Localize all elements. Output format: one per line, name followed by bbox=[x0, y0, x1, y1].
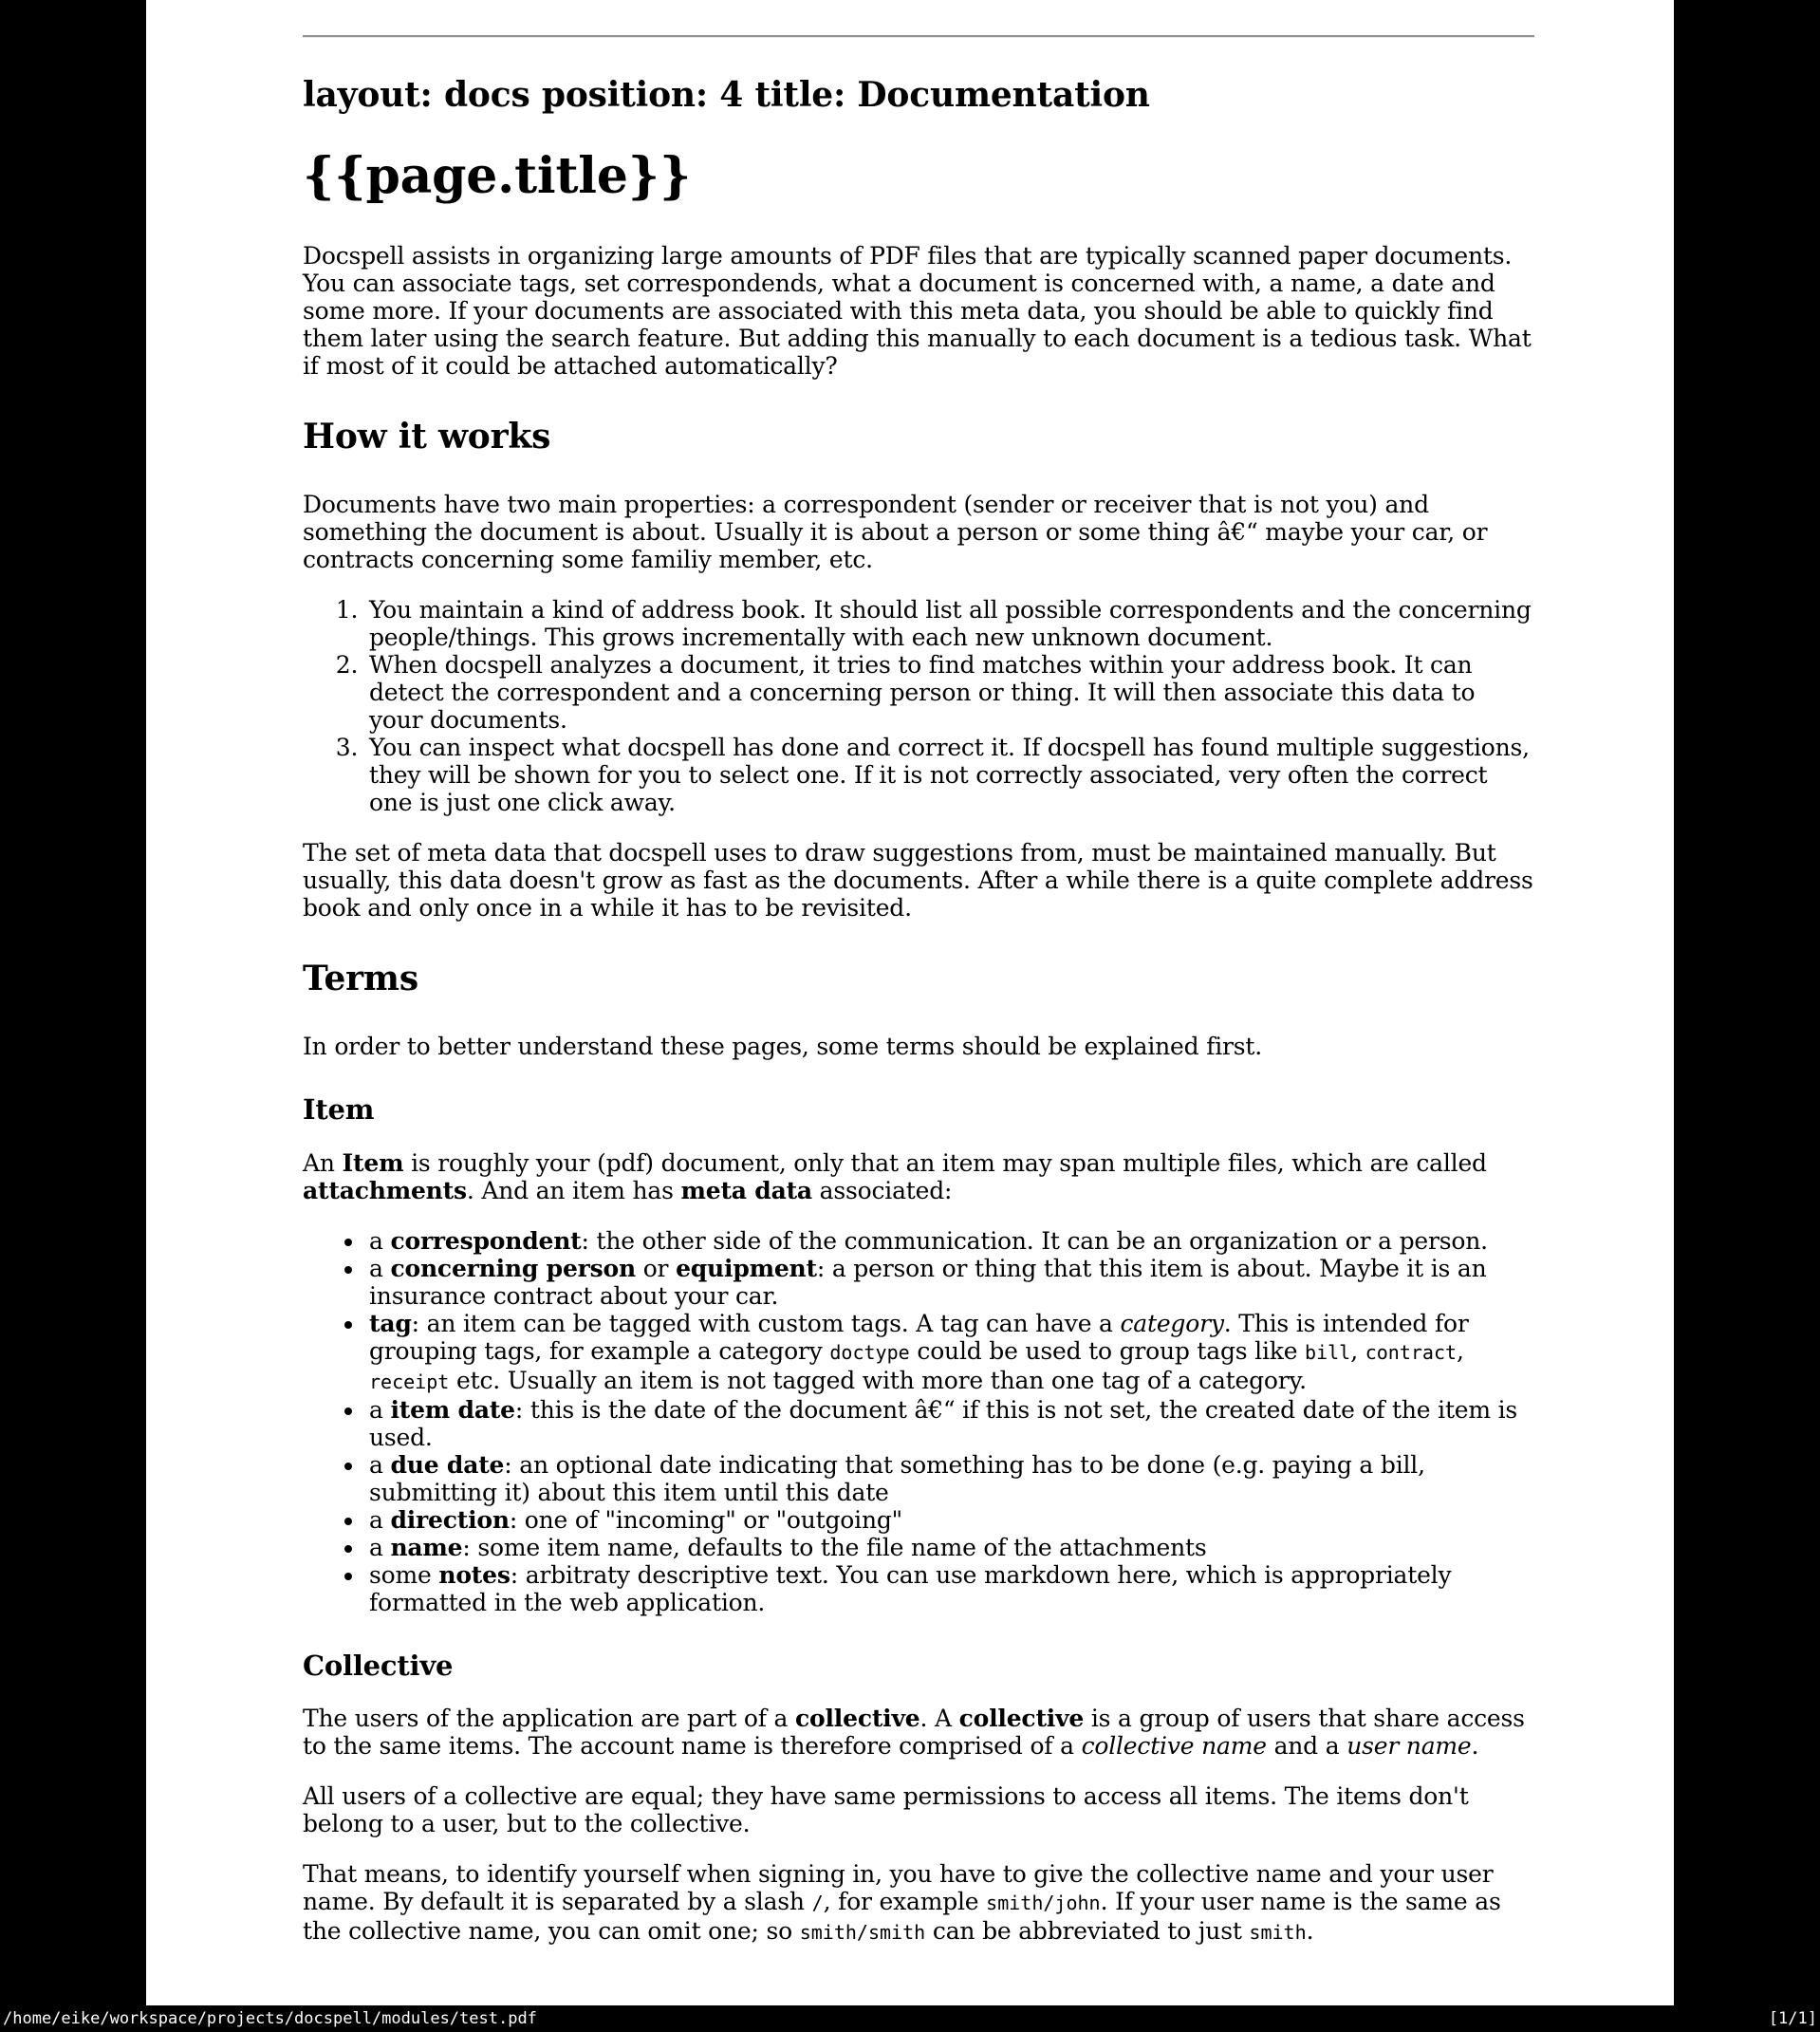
italic-text: category bbox=[1120, 1309, 1224, 1337]
text-run: . A bbox=[919, 1705, 959, 1733]
text-run: : one of "incoming" or "outgoing" bbox=[509, 1505, 902, 1534]
heading-h3 bbox=[303, 1650, 1534, 1682]
paragraph bbox=[303, 1149, 1534, 1204]
text-run: Collective bbox=[303, 1649, 454, 1682]
inline-code: smith/john bbox=[986, 1892, 1101, 1915]
text-run: Documents have two main properties: a correspondent (sender or receiver that is not you) and something the document is about. Usually it is about a person or some thing â€“ maybe your car, or contracts concerning some familiy member, etc. bbox=[303, 490, 1488, 573]
text-run: You can inspect what docspell has done and correct it. If docspell has found multiple suggestions, they will be shown for you to select one. If it is not correctly associated, very often the correct one is just one click away. bbox=[369, 733, 1530, 816]
list-item bbox=[365, 1396, 1534, 1451]
bold-text: item date bbox=[390, 1395, 515, 1424]
statusbar bbox=[0, 2005, 1820, 2032]
bold-text: name bbox=[390, 1533, 463, 1561]
text-run: is roughly your (pdf) document, only that an item may span multiple files, which are called bbox=[403, 1148, 1487, 1177]
list-item bbox=[365, 1255, 1534, 1310]
bold-text: correspondent bbox=[390, 1226, 582, 1255]
inline-code: contract bbox=[1365, 1340, 1458, 1364]
text-run: can be abbreviated to just bbox=[925, 1917, 1250, 1946]
paragraph bbox=[303, 1860, 1534, 1947]
paragraph bbox=[303, 1782, 1534, 1837]
text-run: An bbox=[303, 1148, 343, 1177]
bold-text: collective bbox=[958, 1705, 1085, 1733]
text-run: associated: bbox=[811, 1176, 953, 1204]
text-run: . And an item has bbox=[466, 1176, 681, 1204]
bold-text: concerning person bbox=[390, 1254, 636, 1282]
text-run: a bbox=[369, 1450, 391, 1479]
text-run: could be used to group tags like bbox=[909, 1336, 1306, 1365]
text-run: : this is the date of the document â€“ if this is not set, the created date of the item is used. bbox=[369, 1395, 1518, 1451]
paragraph bbox=[303, 1705, 1534, 1760]
text-run: : arbitraty descriptive text. You can use markdown here, which is appropriately formatted in the web application. bbox=[369, 1560, 1452, 1616]
text-run: : a person or thing that this item is about. Maybe it is an insurance contract about your car. bbox=[369, 1254, 1487, 1310]
text-run: How it works bbox=[303, 416, 551, 457]
list-item bbox=[365, 1506, 1534, 1534]
bold-text: equipment bbox=[676, 1254, 817, 1282]
italic-text: user name bbox=[1346, 1732, 1472, 1761]
text-run: . bbox=[1306, 1917, 1314, 1946]
text-run: Item bbox=[303, 1093, 375, 1127]
text-run: {{page.title}} bbox=[303, 147, 692, 206]
italic-text: collective name bbox=[1081, 1732, 1267, 1761]
bold-text: meta data bbox=[680, 1176, 812, 1204]
pdf-page[interactable] bbox=[146, 0, 1674, 2005]
text-run: a bbox=[369, 1505, 391, 1534]
text-run: : the other side of the communication. It can be an organization or a person. bbox=[581, 1226, 1488, 1255]
heading-h3 bbox=[303, 1094, 1534, 1126]
text-run: a bbox=[369, 1395, 391, 1424]
inline-code: bill bbox=[1305, 1340, 1351, 1364]
inline-code: smith/smith bbox=[799, 1921, 926, 1945]
text-run: some bbox=[369, 1560, 439, 1589]
text-run: a bbox=[369, 1533, 391, 1561]
text-run: That means, to identify yourself when signing in, you have to give the collective name and your user name. By default it is separated by a slash bbox=[303, 1860, 1494, 1916]
heading-h2 bbox=[303, 418, 1534, 457]
text-run: The set of meta data that docspell uses to draw suggestions from, must be maintained manually. But usually, this data doesn't grow as fast as the documents. After a while there is a quite complete address book and only once in a while it has to be revisited. bbox=[303, 838, 1533, 922]
text-run: a bbox=[369, 1254, 391, 1282]
text-run: : an optional date indicating that something has to be done (e.g. paying a bill, submitting it) about this item until this date bbox=[369, 1450, 1425, 1506]
text-run: a bbox=[369, 1226, 391, 1255]
statusbar-file-path: /home/eike/workspace/projects/docspell/modules/test.pdf bbox=[3, 2009, 537, 2028]
text-run: or bbox=[635, 1254, 677, 1282]
numbered-list bbox=[303, 596, 1534, 816]
horizontal-rule bbox=[303, 35, 1534, 38]
bold-text: attachments bbox=[303, 1176, 467, 1204]
text-run: etc. Usually an item is not tagged with more than one tag of a category. bbox=[449, 1366, 1307, 1394]
text-run: , for example bbox=[823, 1888, 987, 1916]
inline-code: doctype bbox=[829, 1340, 910, 1364]
text-run: is a group of users that share access to the same items. The account name is therefore comprised of a bbox=[303, 1705, 1525, 1761]
text-run: . bbox=[1471, 1732, 1479, 1761]
text-run: You maintain a kind of address book. It should list all possible correspondents and the concerning people/things. This grows incrementally with each new unknown document. bbox=[369, 595, 1532, 651]
text-run: : some item name, defaults to the file name of the attachments bbox=[462, 1533, 1207, 1561]
text-run: The users of the application are part of a bbox=[303, 1705, 796, 1733]
text-run: All users of a collective are equal; they have same permissions to access all items. The items don't belong to a user, but to the collective. bbox=[303, 1782, 1469, 1838]
inline-code: / bbox=[811, 1892, 824, 1915]
inline-code: smith bbox=[1249, 1921, 1307, 1945]
list-item bbox=[365, 651, 1534, 734]
paragraph bbox=[303, 1033, 1534, 1060]
text-run: Terms bbox=[303, 958, 418, 998]
text-run: , bbox=[1350, 1336, 1365, 1365]
list-item bbox=[365, 1451, 1534, 1506]
text-run: : an item can be tagged with custom tags. A tag can have a bbox=[411, 1309, 1121, 1337]
document-content bbox=[303, 35, 1534, 1947]
paragraph bbox=[303, 491, 1534, 573]
bullet-list bbox=[303, 1227, 1534, 1616]
text-run: and a bbox=[1266, 1732, 1347, 1761]
text-run: . If your user name is the same as the collective name, you can omit one; so bbox=[303, 1888, 1501, 1946]
list-item bbox=[365, 1534, 1534, 1561]
list-item bbox=[365, 1310, 1534, 1396]
heading-h1 bbox=[303, 147, 1534, 206]
list-item bbox=[365, 1561, 1534, 1616]
heading-h2 bbox=[303, 76, 1534, 115]
list-item bbox=[365, 1227, 1534, 1255]
bold-text: Item bbox=[342, 1148, 404, 1177]
text-run: When docspell analyzes a document, it tries to find matches within your address book. It can detect the correspondent and a concerning person or thing. It will then associate this data to your documents. bbox=[369, 650, 1476, 734]
list-item bbox=[365, 734, 1534, 816]
paragraph bbox=[303, 242, 1534, 380]
bold-text: due date bbox=[390, 1450, 505, 1479]
text-run: . This is intended for grouping tags, for example a category bbox=[369, 1309, 1469, 1365]
bold-text: tag bbox=[369, 1309, 412, 1337]
text-run: , bbox=[1457, 1336, 1464, 1365]
text-run: layout: docs position: 4 title: Documentation bbox=[303, 75, 1150, 115]
list-item bbox=[365, 596, 1534, 651]
bold-text: notes bbox=[438, 1560, 511, 1589]
bold-text: direction bbox=[390, 1505, 510, 1534]
inline-code: receipt bbox=[369, 1370, 450, 1393]
text-run: Docspell assists in organizing large amounts of PDF files that are typically scanned paper documents. You can associate tags, set correspondends, what a document is concerned with, a name, a date and some more. If your documents are associated with this meta data, you should be able to quickly find them later using the search feature. But adding this manually to each document is a tedious task. What if most of it could be attached automatically? bbox=[303, 241, 1532, 380]
statusbar-page-indicator: [1/1] bbox=[1768, 2009, 1817, 2028]
bold-text: collective bbox=[795, 1705, 920, 1733]
text-run: In order to better understand these pages, some terms should be explained first. bbox=[303, 1033, 1263, 1061]
paragraph bbox=[303, 839, 1534, 922]
heading-h2 bbox=[303, 960, 1534, 998]
